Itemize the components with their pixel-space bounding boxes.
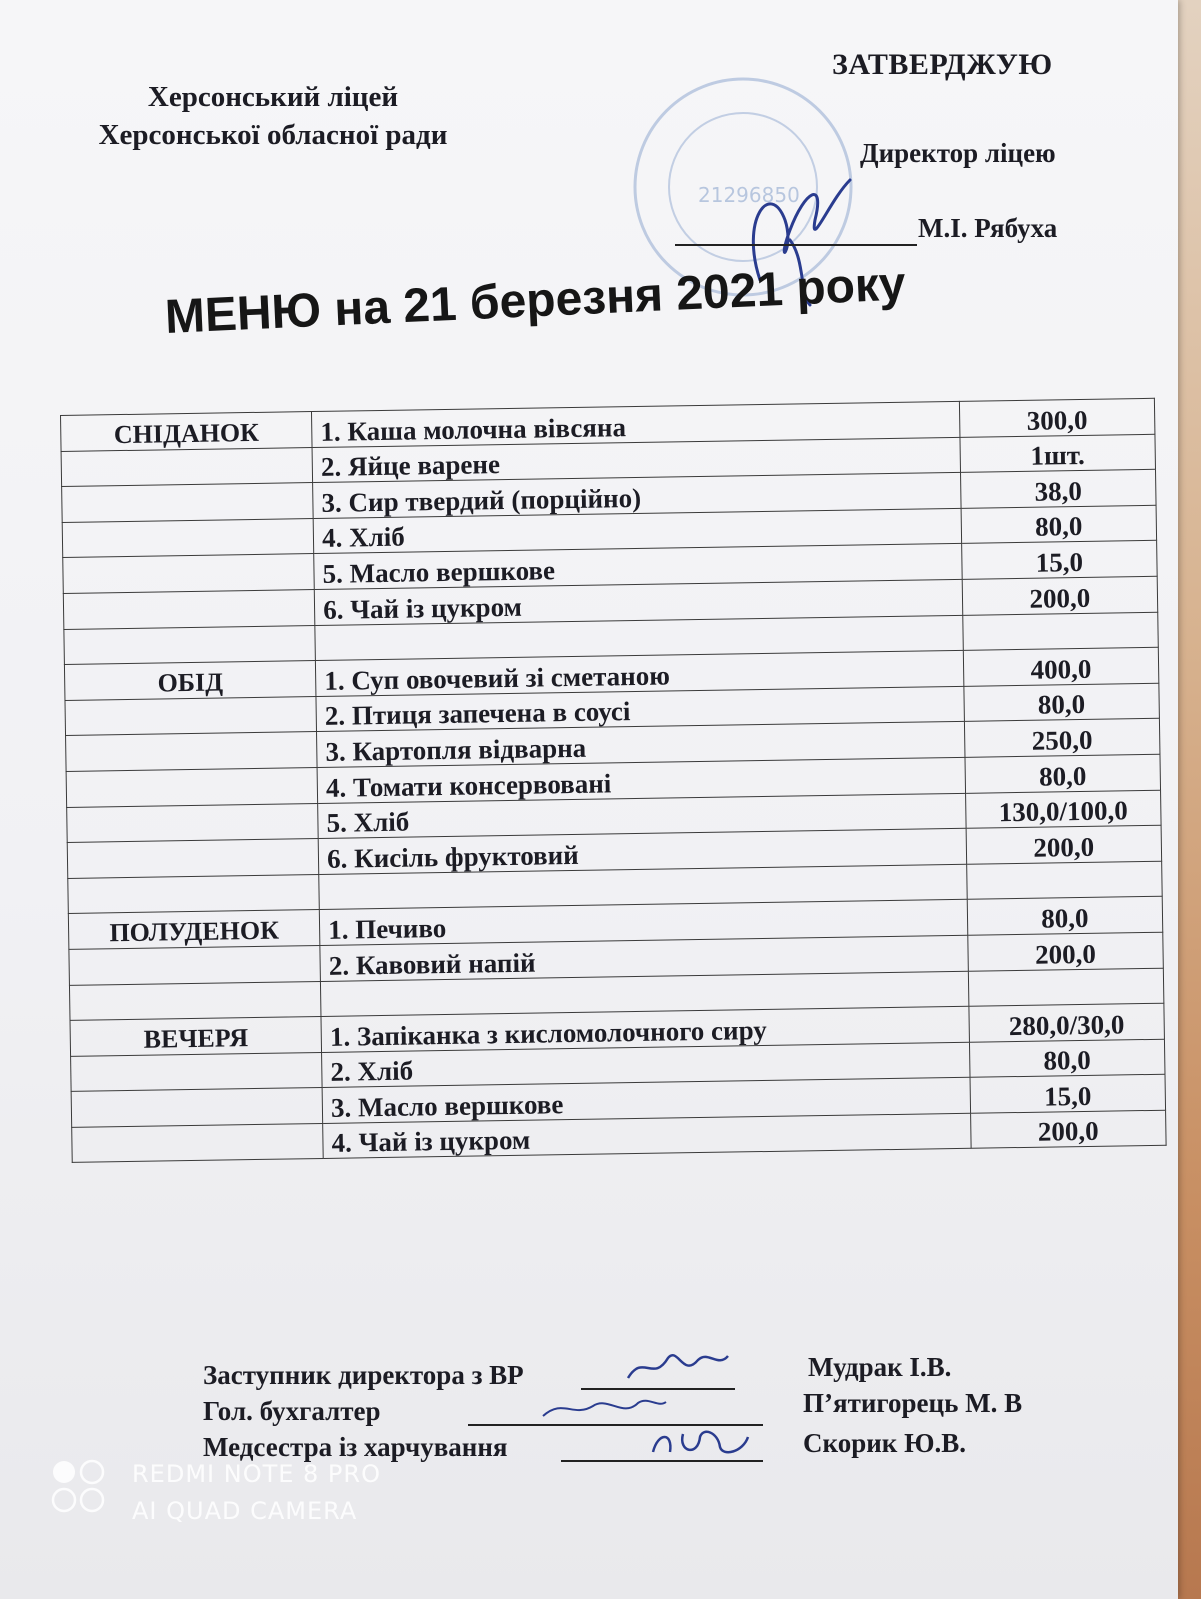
quantity-cell: 15,0 [970, 1075, 1166, 1114]
dish-cell: 3. Сир твердий (порційно) [313, 473, 961, 519]
meal-cell [69, 945, 321, 985]
quantity-cell: 80,0 [969, 1039, 1165, 1078]
dish-cell: 6. Кисіль фруктовий [318, 828, 966, 874]
stamp-number: 21296850 [698, 183, 800, 207]
signature-line [675, 244, 917, 246]
quantity-cell: 280,0/30,0 [969, 1003, 1165, 1042]
accountant-name: П’ятигорець М. В [803, 1388, 1023, 1418]
dish-cell: 1. Запіканка з кисломолочного сиру [321, 1006, 969, 1052]
dish-cell: 3. Картопля відварна [317, 722, 965, 768]
meal-cell [62, 483, 314, 523]
meal-cell: ОБІД [64, 661, 316, 701]
quantity-cell: 200,0 [968, 932, 1164, 971]
quantity-cell: 200,0 [962, 576, 1158, 615]
meal-cell: ВЕЧЕРЯ [70, 1017, 322, 1057]
meal-cell [62, 518, 314, 558]
meal-cell: ПОЛУДЕНОК [68, 910, 320, 950]
school-name [48, 78, 498, 154]
meal-cell [69, 981, 321, 1021]
menu-table [60, 398, 1167, 1164]
meal-cell: СНІДАНОК [61, 412, 313, 452]
quantity-cell: 250,0 [964, 719, 1160, 758]
quantity-cell: 200,0 [966, 825, 1162, 864]
dish-cell: 2. Яйце варене [312, 437, 960, 483]
director-name: М.І. Рябуха [918, 213, 1058, 243]
dish-cell: 4. Томати консервовані [317, 757, 965, 803]
quantity-cell [966, 861, 1162, 900]
meal-cell [63, 554, 315, 594]
menu-title: МЕНЮ на 21 березня 2021 року [163, 257, 907, 344]
quantity-cell: 300,0 [959, 398, 1155, 437]
camera-watermark [132, 1456, 381, 1530]
deputy-name: Мудрак І.В. [808, 1352, 952, 1382]
nurse-signature [648, 1422, 758, 1462]
dish-cell: 5. Масло вершкове [314, 544, 962, 590]
accountant-label: Гол. бухгалтер [203, 1396, 381, 1426]
menu-table-body [61, 398, 1167, 1163]
school-name-line1: Херсонський ліцей [147, 81, 399, 113]
meal-cell [71, 1088, 323, 1128]
meal-cell [65, 696, 317, 736]
quantity-cell: 80,0 [967, 897, 1163, 936]
dish-cell: 4. Хліб [313, 508, 961, 554]
school-name-line2: Херсонської обласної ради [98, 119, 448, 151]
quantity-cell: 130,0/100,0 [965, 790, 1161, 829]
quantity-cell: 38,0 [960, 469, 1156, 508]
quantity-cell: 200,0 [970, 1110, 1166, 1149]
camera-watermark-line2: AI QUAD CAMERA [132, 1497, 358, 1525]
dish-cell: 3. Масло вершкове [322, 1078, 970, 1124]
quantity-cell [963, 612, 1159, 651]
meal-cell [66, 767, 318, 807]
dish-cell: 4. Чай із цукром [323, 1113, 971, 1159]
dish-cell: 1. Каша молочна вівсяна [312, 401, 960, 447]
dish-cell: 2. Птиця запечена в соусі [316, 686, 964, 732]
quantity-cell: 80,0 [964, 683, 1160, 722]
meal-cell [67, 803, 319, 843]
director-title: Директор ліцею [860, 138, 1056, 168]
meal-cell [68, 874, 320, 914]
camera-logo-icon [50, 1458, 110, 1518]
meal-cell [72, 1123, 324, 1163]
dish-cell: 6. Чай із цукром [314, 579, 962, 625]
quantity-cell: 80,0 [965, 754, 1161, 793]
camera-watermark-line1: REDMI NOTE 8 PRO [132, 1460, 381, 1488]
dish-cell: 1. Суп овочевий зі сметаною [316, 651, 964, 697]
deputy-label: Заступник директора з ВР [203, 1360, 524, 1390]
quantity-cell: 400,0 [963, 647, 1159, 686]
dish-cell: 2. Кавовий напій [320, 935, 968, 981]
nurse-label: Медсестра із харчування [203, 1432, 508, 1462]
dish-cell: 1. Печиво [319, 900, 967, 946]
meal-cell [63, 589, 315, 629]
quantity-cell: 80,0 [961, 505, 1157, 544]
nurse-name: Скорик Ю.В. [803, 1428, 966, 1458]
quantity-cell [968, 968, 1164, 1007]
dish-cell: 2. Хліб [322, 1042, 970, 1088]
dish-cell: 5. Хліб [318, 793, 966, 839]
deputy-signature [623, 1348, 733, 1388]
meal-cell [61, 447, 313, 487]
meal-cell [67, 839, 319, 879]
meal-cell [66, 732, 318, 772]
quantity-cell: 1шт. [960, 434, 1156, 473]
quantity-cell: 15,0 [961, 541, 1157, 580]
meal-cell [71, 1052, 323, 1092]
meal-cell [64, 625, 316, 665]
approval-heading: ЗАТВЕРДЖУЮ [832, 48, 1053, 81]
